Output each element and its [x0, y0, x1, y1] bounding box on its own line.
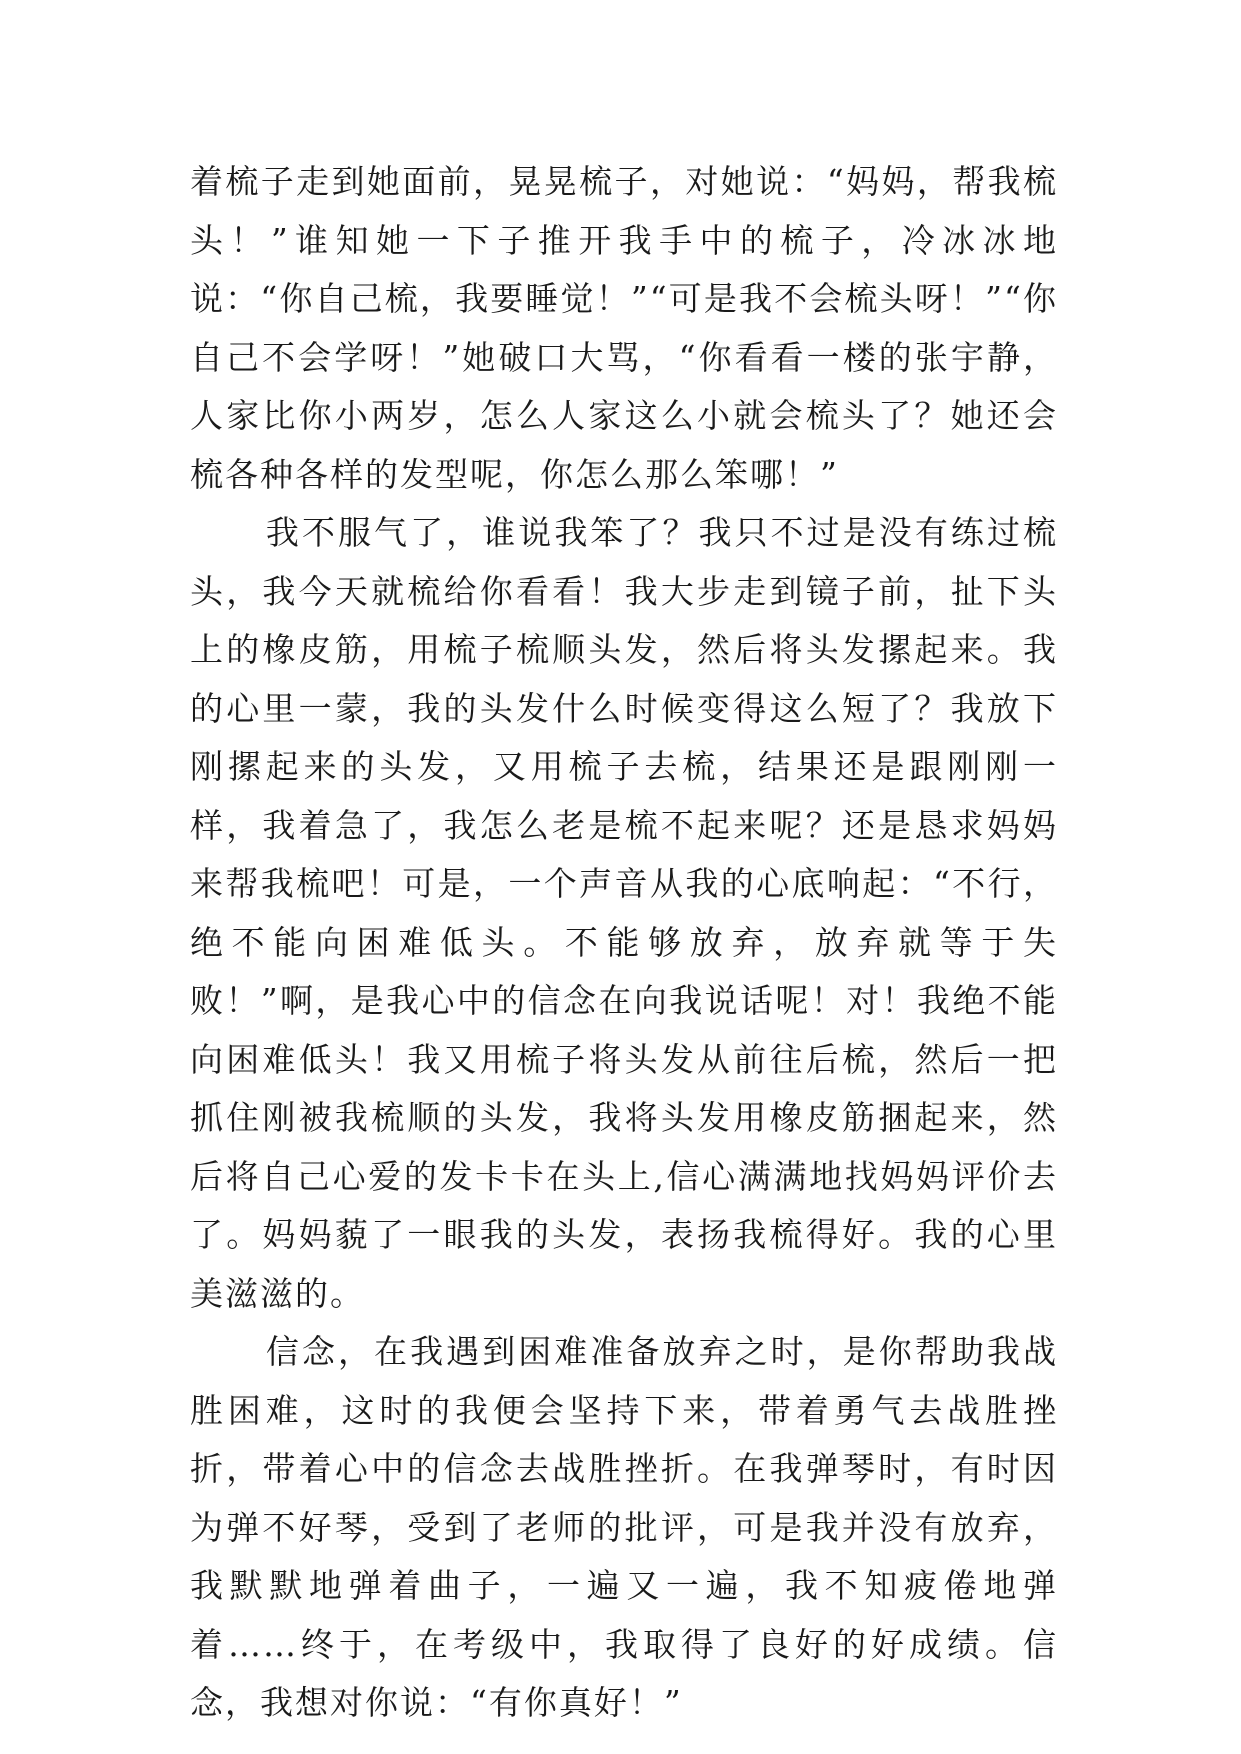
essay-body [190, 153, 1058, 1733]
paragraph-1: 着梳子走到她面前，晃晃梳子，对她说：“妈妈，帮我梳头！”谁知她一下子推开我手中的梳子，冷冰冰地说：“你自己梳，我要睡觉！”“可是我不会梳头呀！”“你自己不会学呀！”她破口大骂，“你看看一楼的张宇静，人家比你小两岁，怎么人家这么小就会梳头了？她还会梳各种各样的发型呢，你怎么那么笨哪！” [190, 162, 1058, 494]
paragraph-3: 信念，在我遇到困难准备放弃之时，是你帮助我战胜困难，这时的我便会坚持下来，带着勇气去战胜挫折，带着心中的信念去战胜挫折。在我弹琴时，有时因为弹不好琴，受到了老师的批评，可是我并没有放弃，我默默地弹着曲子，一遍又一遍，我不知疲倦地弹着……终于，在考级中，我取得了良好的好成绩。信念，我想对你说：“有你真好！” [190, 1332, 1058, 1722]
paragraph-2: 我不服气了，谁说我笨了？我只不过是没有练过梳头，我今天就梳给你看看！我大步走到镜子前，扯下头上的橡皮筋，用梳子梳顺头发，然后将头发摞起来。我的心里一蒙，我的头发什么时候变得这么短了？我放下刚摞起来的头发，又用梳子去梳，结果还是跟刚刚一样，我着急了，我怎么老是梳不起来呢？还是恳求妈妈来帮我梳吧！可是，一个声音从我的心底响起：“不行，绝不能向困难低头。不能够放弃，放弃就等于失败！”啊，是我心中的信念在向我说话呢！对！我绝不能向困难低头！我又用梳子将头发从前往后梳，然后一把抓住刚被我梳顺的头发，我将头发用橡皮筋捆起来，然后将自己心爱的发卡卡在头上,信心满满地找妈妈评价去了。妈妈藐了一眼我的头发，表扬我梳得好。我的心里美滋滋的。 [190, 513, 1058, 1313]
